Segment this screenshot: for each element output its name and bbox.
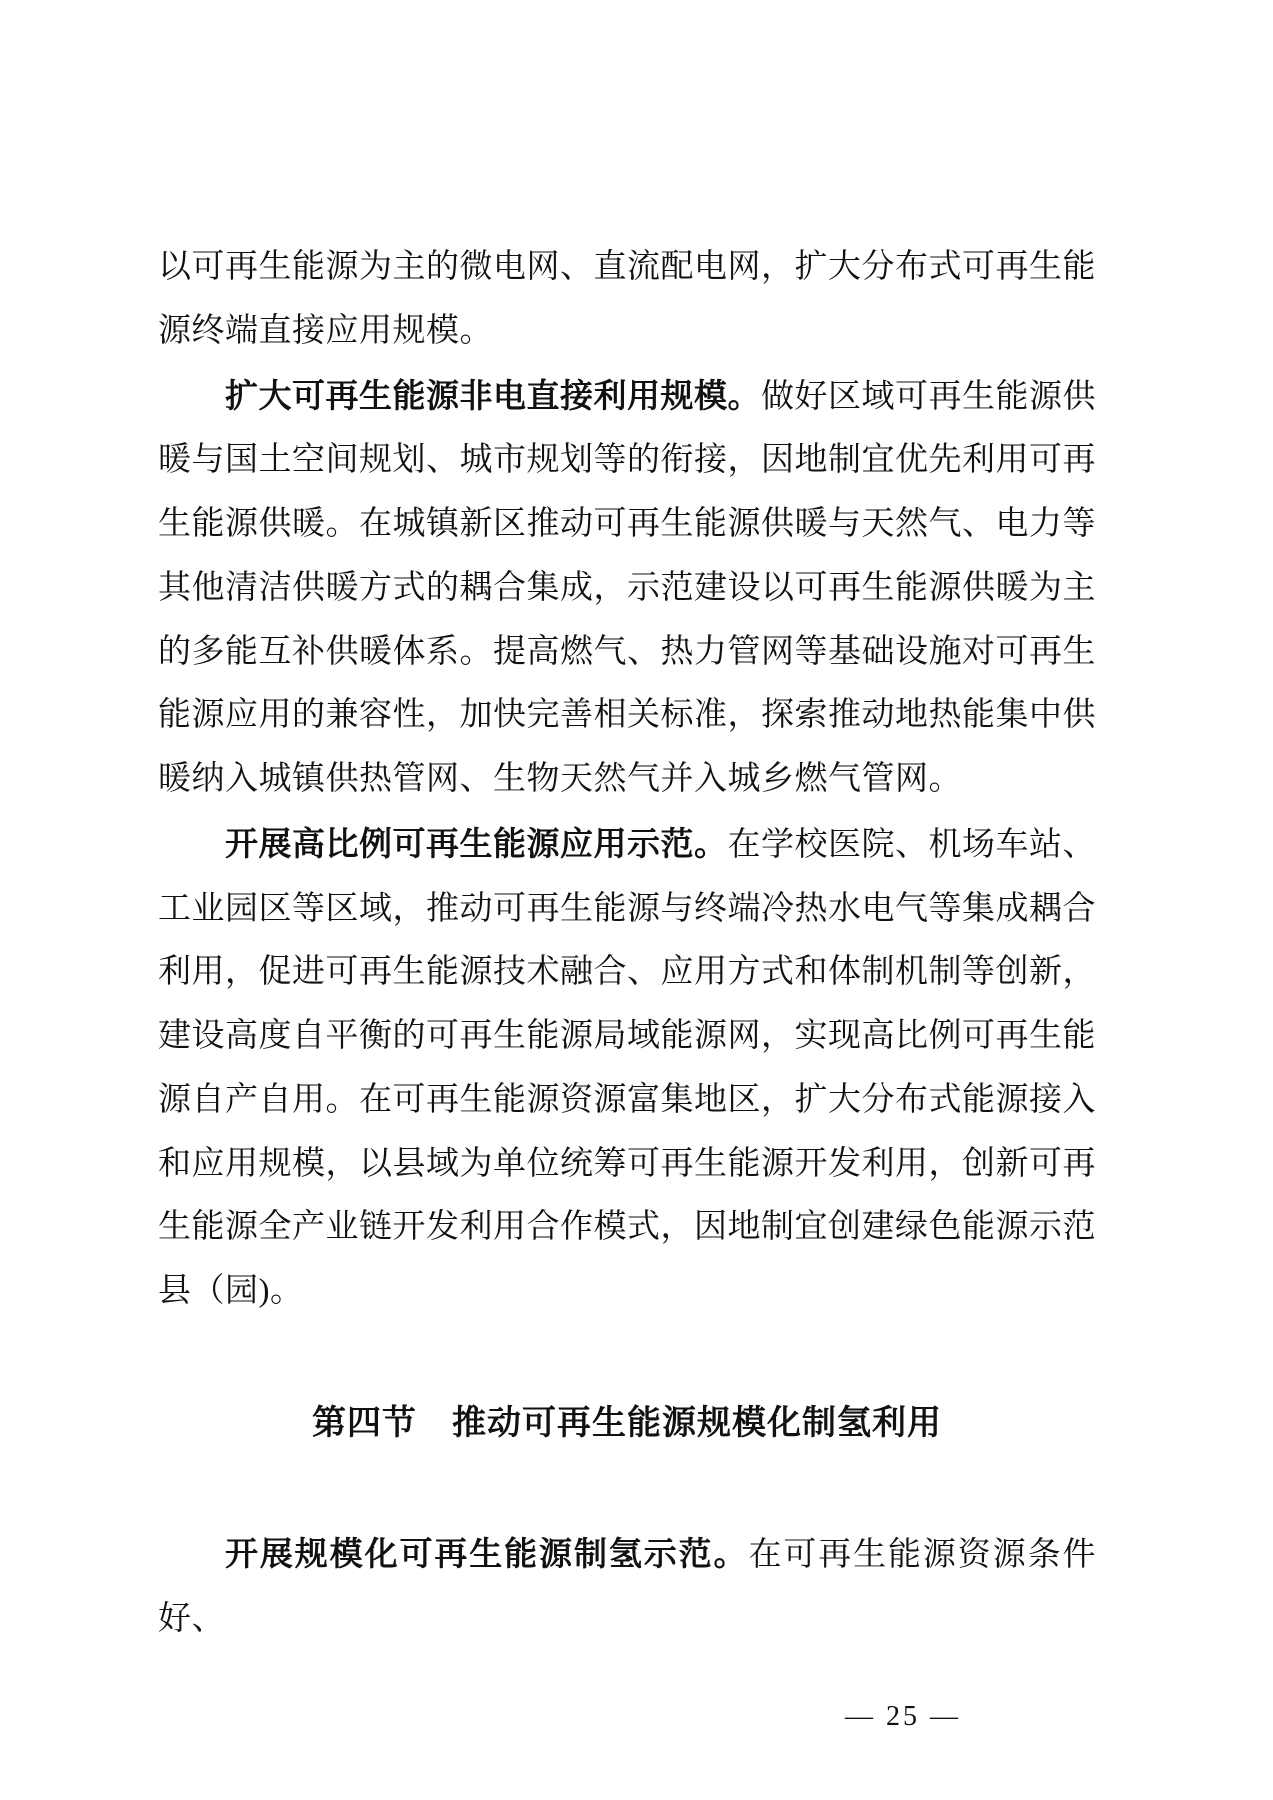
document-body xyxy=(158,236,1096,1651)
paragraph xyxy=(158,364,1096,812)
paragraph-bold-lead: 开展高比例可再生能源应用示范。 xyxy=(225,824,728,862)
section-heading: 第四节 推动可再生能源规模化制氢利用 xyxy=(312,1404,942,1442)
paragraph-text: 在可再生能源资源条件好、 xyxy=(158,1536,1097,1637)
paragraph-bold-lead: 开展规模化可再生能源制氢示范。 xyxy=(225,1534,749,1572)
paragraph-continuation xyxy=(158,236,1096,364)
paragraph-text: 做好区域可再生能源供暖与国土空间规划、城市规划等的衔接，因地制宜优先利用可再生能源供暖。在城镇新区推动可再生能源供暖与天然气、电力等其他清洁供暖方式的耦合集成，示范建设以可再生能源供暖为主的多能互补供暖体系。提高燃气、热力管网等基础设施对可再生能源应用的兼容性，加快完善相关标准，探索推动地热能集中供暖纳入城镇供热管网、生物天然气并入城乡燃气管网。 xyxy=(158,378,1096,797)
paragraph xyxy=(158,1522,1096,1652)
paragraph-text: 以可再生能源为主的微电网、直流配电网，扩大分布式可再生能源终端直接应用规模。 xyxy=(158,249,1096,349)
paragraph-text: 在学校医院、机场车站、工业园区等区域，推动可再生能源与终端冷热水电气等集成耦合利用，促进可再生能源技术融合、应用方式和体制机制等创新，建设高度自平衡的可再生能源局域能源网，实现高比例可再生能源自产自用。在可再生能源资源富集地区，扩大分布式能源接入和应用规模，以县域为单位统筹可再生能源开发利用，创新可再生能源全产业链开发利用合作模式，因地制宜创建绿色能源示范县（园)。 xyxy=(158,826,1096,1309)
page-number: — 25 — xyxy=(845,1701,961,1732)
paragraph xyxy=(158,812,1096,1324)
paragraph-bold-lead: 扩大可再生能源非电直接利用规模。 xyxy=(225,376,761,414)
